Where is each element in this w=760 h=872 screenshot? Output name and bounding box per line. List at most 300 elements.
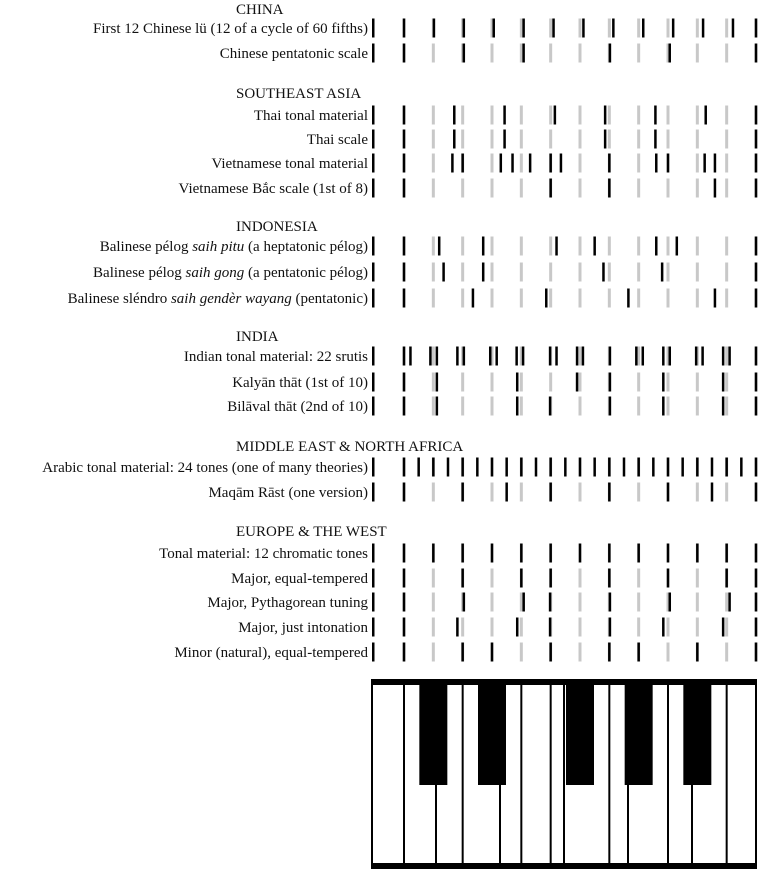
reference-tick [696,179,699,198]
reference-tick [696,106,699,125]
pitch-mark [500,154,503,173]
reference-tick [432,643,435,662]
pitch-mark [505,483,508,502]
reference-tick [432,44,435,63]
pitch-mark [515,347,518,366]
pitch-mark [662,397,665,416]
reference-tick [637,179,640,198]
pitch-mark [652,458,655,477]
section-heading: EUROPE & THE WEST [236,524,387,540]
pitch-mark [755,263,758,282]
pitch-mark [582,19,585,38]
pitch-mark [609,44,612,63]
row-label: Balinese pélog saih gong (a pentatonic pélog) [93,265,368,281]
white-key-divider [550,680,552,868]
row-axis-tick [372,593,375,612]
reference-tick [725,618,728,637]
reference-tick [432,397,435,416]
reference-tick [432,154,435,173]
pitch-mark [492,19,495,38]
pitch-mark [409,347,412,366]
pitch-mark [403,373,406,392]
pitch-mark [608,643,611,662]
reference-tick [696,130,699,149]
reference-tick [667,373,670,392]
reference-tick [461,130,464,149]
reference-tick [696,618,699,637]
pitch-mark [555,347,558,366]
row-label: Indian tonal material: 22 srutis [183,349,368,365]
pitch-mark [549,569,552,588]
reference-tick [725,643,728,662]
row-axis-tick [372,397,375,416]
pitch-mark [503,130,506,149]
reference-tick [432,569,435,588]
reference-tick [491,237,494,256]
reference-tick [432,347,435,366]
pitch-mark [451,154,454,173]
reference-tick [637,289,640,308]
reference-tick [520,154,523,173]
reference-tick [520,130,523,149]
reference-tick [491,397,494,416]
pitch-mark [403,593,406,612]
row-label: Thai scale [306,132,368,148]
reference-tick [579,19,582,38]
white-key-divider [520,680,522,868]
pitch-mark [681,458,684,477]
pitch-mark [755,179,758,198]
pitch-mark [417,458,420,477]
pitch-mark [655,154,658,173]
reference-tick [608,19,611,38]
pitch-mark [456,618,459,637]
pitch-mark [669,347,672,366]
reference-tick [491,44,494,63]
pitch-mark [403,544,406,563]
reference-tick [725,347,728,366]
pitch-mark [755,130,758,149]
reference-tick [608,289,611,308]
row-label: Thai tonal material [253,108,368,124]
reference-tick [725,154,728,173]
reference-tick [579,237,582,256]
pitch-mark [403,569,406,588]
reference-tick [491,263,494,282]
row-label: Major, just intonation [238,620,368,636]
reference-tick [432,106,435,125]
pitch-mark [609,618,612,637]
reference-tick [549,19,552,38]
reference-tick [696,289,699,308]
reference-tick [579,289,582,308]
reference-tick [579,643,582,662]
pitch-mark [604,130,607,149]
pitch-mark [608,544,611,563]
pitch-mark [520,458,523,477]
pitch-mark [667,458,670,477]
pitch-mark [549,618,552,637]
pitch-mark [433,19,436,38]
pitch-mark [609,593,612,612]
keyboard-bottom-bar [372,863,756,868]
row-axis-tick [372,289,375,308]
reference-tick [432,237,435,256]
pitch-mark [728,593,731,612]
reference-tick [491,618,494,637]
pitch-mark [522,19,525,38]
pitch-mark [522,593,525,612]
pitch-mark [755,483,758,502]
reference-tick [579,263,582,282]
reference-tick [696,483,699,502]
reference-tick [461,397,464,416]
black-key [625,680,653,785]
pitch-mark [403,397,406,416]
pitch-mark [714,154,717,173]
pitch-mark [654,106,657,125]
reference-tick [520,618,523,637]
pitch-mark [668,44,671,63]
row-axis-tick [372,179,375,198]
reference-tick [696,19,699,38]
pitch-mark [476,458,479,477]
pitch-mark [722,347,725,366]
row-axis-tick [372,44,375,63]
reference-tick [432,179,435,198]
section-heading: SOUTHEAST ASIA [236,86,362,102]
pitch-mark [701,347,704,366]
reference-tick [520,263,523,282]
pitch-mark [495,347,498,366]
white-key-divider [608,680,610,868]
row-label: Tonal material: 12 chromatic tones [159,546,368,562]
reference-tick [579,179,582,198]
white-key-divider [726,680,728,868]
pitch-mark [429,347,432,366]
pitch-mark [608,154,611,173]
reference-tick [461,618,464,637]
pitch-mark [549,347,552,366]
pitch-mark [403,643,406,662]
pitch-mark [489,347,492,366]
section-heading: MIDDLE EAST & NORTH AFRICA [236,439,464,455]
section-heading: INDIA [236,329,279,345]
reference-tick [579,106,582,125]
pitch-mark [714,179,717,198]
reference-tick [667,397,670,416]
pitch-mark [582,347,585,366]
pitch-mark [516,618,519,637]
reference-tick [667,179,670,198]
pitch-mark [696,643,699,662]
reference-tick [637,347,640,366]
reference-tick [549,263,552,282]
pitch-mark [655,237,658,256]
pitch-mark [438,237,441,256]
reference-tick [696,237,699,256]
pitch-mark [403,347,406,366]
row-axis-tick [372,483,375,502]
pitch-mark [453,106,456,125]
pitch-mark [579,544,582,563]
reference-tick [432,618,435,637]
pitch-mark [711,458,714,477]
pitch-mark [522,44,525,63]
pitch-mark [755,106,758,125]
reference-tick [696,569,699,588]
reference-tick [637,106,640,125]
piano-keyboard [372,680,757,868]
row-axis-tick [372,237,375,256]
pitch-mark [696,544,699,563]
row-axis-tick [372,569,375,588]
pitch-mark [491,458,494,477]
pitch-mark [482,237,485,256]
pitch-mark [667,569,670,588]
reference-tick [696,373,699,392]
pitch-mark [755,19,758,38]
reference-tick [520,237,523,256]
row-axis-tick [372,154,375,173]
pitch-mark [482,263,485,282]
pitch-mark [755,397,758,416]
pitch-mark [755,373,758,392]
pitch-mark [576,347,579,366]
row-label: Vietnamese tonal material [211,156,368,172]
pitch-mark [403,130,406,149]
reference-tick [637,569,640,588]
reference-grid [403,19,758,662]
pitch-mark [560,154,563,173]
reference-tick [549,237,552,256]
pitch-mark [403,263,406,282]
white-key-divider [667,680,669,868]
reference-tick [696,593,699,612]
pitch-mark [461,643,464,662]
reference-tick [432,483,435,502]
pitch-mark [579,458,582,477]
reference-tick [491,569,494,588]
pitch-mark [662,618,665,637]
reference-tick [667,618,670,637]
pitch-mark [535,458,538,477]
pitch-mark [436,397,439,416]
pitch-mark [609,347,612,366]
pitch-mark [520,544,523,563]
pitch-mark [608,483,611,502]
pitch-mark [403,458,406,477]
pitch-mark [552,19,555,38]
pitch-mark [608,569,611,588]
pitch-mark [667,544,670,563]
reference-tick [725,483,728,502]
pitch-mark [667,154,670,173]
reference-tick [520,289,523,308]
reference-tick [549,106,552,125]
reference-tick [725,237,728,256]
reference-tick [432,373,435,392]
pitch-mark [516,373,519,392]
pitch-mark [403,179,406,198]
white-key [500,680,564,868]
reference-tick [579,154,582,173]
white-key-divider [755,680,757,868]
reference-tick [725,130,728,149]
reference-tick [637,237,640,256]
row-label: Bilāval thāt (2nd of 10) [227,399,368,415]
row-label: Kalyān thāt (1st of 10) [232,375,368,391]
pitch-mark [722,618,725,637]
pitch-mark [436,347,439,366]
reference-tick [520,373,523,392]
pitch-mark [637,458,640,477]
reference-tick [520,106,523,125]
pitch-mark [609,373,612,392]
row-axis-tick [372,347,375,366]
row-axis-tick [372,373,375,392]
pitch-mark [593,237,596,256]
reference-tick [520,483,523,502]
pitch-mark [755,44,758,63]
pitch-mark [549,154,552,173]
row-axis-tick [372,19,375,38]
pitch-mark [432,544,435,563]
reference-tick [725,397,728,416]
pitch-mark [549,397,552,416]
row-axis-tick [372,263,375,282]
pitch-mark [722,373,725,392]
white-key-divider [462,680,464,868]
pitch-mark [755,643,758,662]
pitch-mark [576,373,579,392]
pitch-mark [711,483,714,502]
reference-tick [667,643,670,662]
reference-tick [432,289,435,308]
pitch-mark [549,458,552,477]
white-key-divider [403,680,405,868]
pitch-mark [403,154,406,173]
reference-tick [725,19,728,38]
pitch-mark [549,544,552,563]
reference-tick [579,618,582,637]
reference-tick [696,397,699,416]
pitch-mark [755,458,758,477]
pitch-mark [503,106,506,125]
pitch-mark [704,106,707,125]
pitch-mark [554,106,557,125]
section-heading: INDONESIA [236,219,318,235]
row-label: Major, equal-tempered [231,571,368,587]
reference-tick [491,179,494,198]
pitch-mark [608,458,611,477]
reference-tick [725,179,728,198]
reference-tick [461,179,464,198]
pitch-mark [511,154,514,173]
reference-tick [520,397,523,416]
reference-tick [461,237,464,256]
pitch-mark [461,569,464,588]
reference-tick [549,130,552,149]
reference-tick [725,106,728,125]
pitch-mark [555,237,558,256]
reference-tick [637,618,640,637]
pitch-mark [447,458,450,477]
reference-tick [725,593,728,612]
pitch-mark [755,347,758,366]
pitch-mark [725,569,728,588]
reference-tick [491,130,494,149]
pitch-mark [755,289,758,308]
reference-tick [667,106,670,125]
pitch-mark [755,569,758,588]
reference-tick [579,373,582,392]
pitch-mark [740,458,743,477]
pitch-mark [456,347,459,366]
pitch-mark [728,347,731,366]
black-key [683,680,711,785]
pitch-mark [529,154,532,173]
pitch-mark [669,593,672,612]
reference-tick [432,263,435,282]
reference-tick [608,130,611,149]
pitch-mark [472,289,475,308]
pitch-mark [593,458,596,477]
reference-tick [579,130,582,149]
pitch-mark [463,44,466,63]
pitch-mark [755,154,758,173]
reference-tick [725,263,728,282]
reference-tick [637,154,640,173]
reference-tick [579,483,582,502]
row-label: Balinese pélog saih pitu (a heptatonic pélog) [99,239,368,255]
pitch-mark [662,347,665,366]
pitch-mark [722,397,725,416]
reference-tick [637,19,640,38]
reference-tick [579,569,582,588]
pitch-mark [612,19,615,38]
reference-tick [549,289,552,308]
row-axis-tick [372,130,375,149]
pitch-mark [725,458,728,477]
reference-tick [667,263,670,282]
reference-tick [637,44,640,63]
reference-tick [579,593,582,612]
pitch-mark [403,289,406,308]
reference-tick [667,237,670,256]
row-axis-tick [372,544,375,563]
pitch-mark [755,237,758,256]
pitch-mark [442,263,445,282]
pitch-mark [703,154,706,173]
pitch-mark [602,263,605,282]
pitch-mark [676,237,679,256]
reference-tick [520,593,523,612]
reference-tick [491,106,494,125]
reference-tick [520,179,523,198]
reference-tick [579,44,582,63]
reference-tick [608,263,611,282]
row-label: Vietnamese Bắc scale (1st of 8) [178,181,368,197]
pitch-mark [667,483,670,502]
reference-tick [579,397,582,416]
row-axis-tick [372,618,375,637]
pitch-mark [623,458,626,477]
pitch-mark [432,458,435,477]
pitch-mark [637,643,640,662]
pitch-mark [672,19,675,38]
pitch-mark [702,19,705,38]
